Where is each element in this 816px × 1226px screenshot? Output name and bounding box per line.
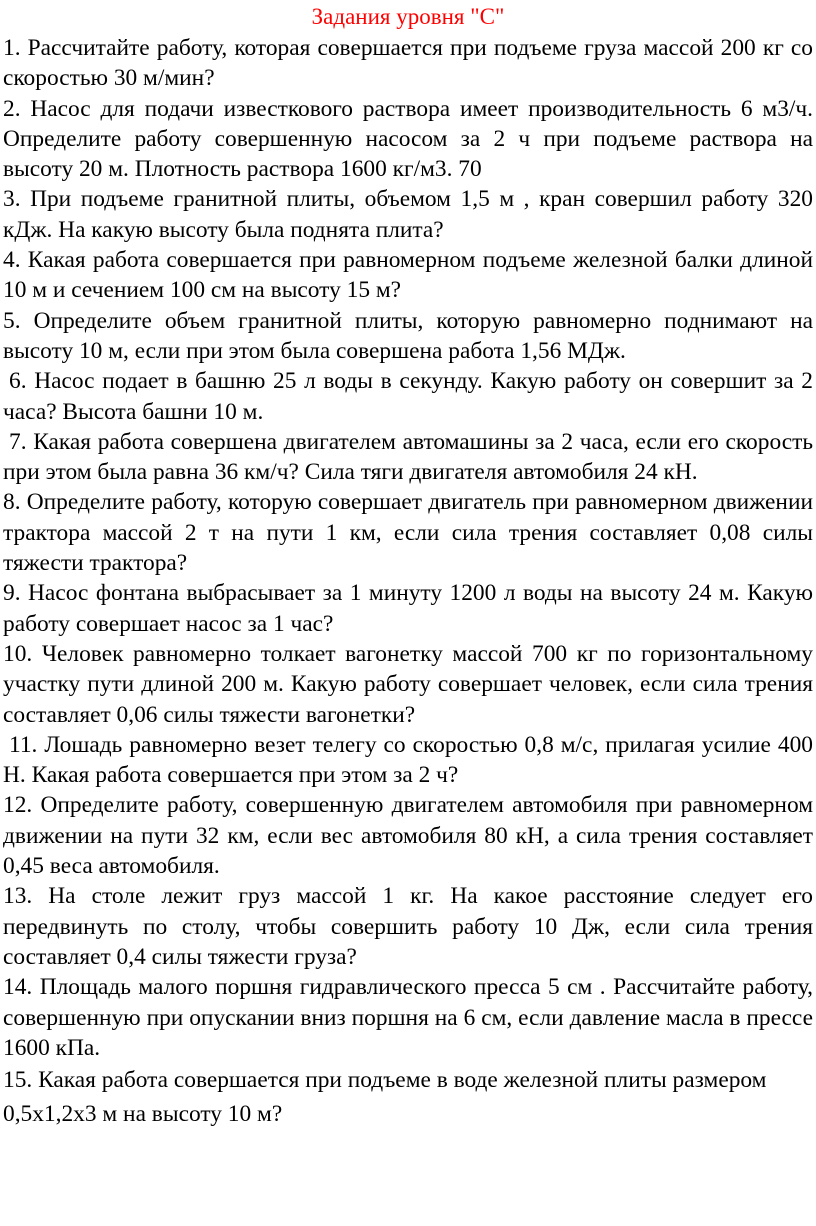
task-2: 2. Насос для подачи известкового раствора имеет производительность 6 м3/ч. Определите работу совершенную насосом за 2 ч при подъеме раствора на высоту 20 м. Плотность раствора 1600 кг/м3. 70 (3, 95, 813, 183)
task-14: 14. Площадь малого поршня гидравлического пресса 5 см . Рассчитайте работу, совершенную при опускании вниз поршня на 6 см, если давление масла в прессе 1600 кПа. (3, 974, 813, 1061)
task-6: 6. Насос подает в башню 25 л воды в секунду. Какую работу он совершит за 2 часа? Высота башни 10 м. (3, 368, 813, 425)
task-10: 10. Человек равномерно толкает вагонетку массой 700 кг по горизонтальному участку пути длиной 200 м. Какую работу совершает человек, если сила трения составляет 0,06 силы тяжести вагонетки? (3, 640, 813, 728)
task-1: 1. Рассчитайте работу, которая совершается при подъеме груза массой 200 кг со скоростью 30 м/мин? (3, 35, 813, 92)
task-7: 7. Какая работа совершена двигателем автомашины за 2 часа, если его скорость при этом была равна 36 км/ч? Сила тяги двигателя автомобиля 24 кН. (3, 428, 813, 486)
task-3: 3. При подъеме гранитной плиты, объемом 1,5 м , кран совершил работу 320 кДж. На какую высоту была поднята плита? (3, 186, 813, 243)
task-4: 4. Какая работа совершается при равномерном подъеме железной балки длиной 10 м и сечением 100 см на высоту 15 м? (3, 247, 813, 304)
page-title: Задания уровня "С" (311, 4, 505, 29)
task-15: 15. Какая работа совершается при подъеме в воде железной плиты размером 0,5х1,2х3 м на высоту 10 м? (3, 1067, 767, 1128)
task-9: 9. Насос фонтана выбрасывает за 1 минуту 1200 л воды на высоту 24 м. Какую работу совершает насос за 1 час? (3, 580, 813, 637)
task-8: 8. Определите работу, которую совершает двигатель при равномерном движении трактора массой 2 т на пути 1 км, если сила трения составляет 0,08 силы тяжести трактора? (3, 489, 813, 577)
task-13: 13. На столе лежит груз массой 1 кг. На какое расстояние следует его передвинуть по столу, чтобы совершить работу 10 Дж, если сила трения составляет 0,4 силы тяжести груза? (3, 883, 813, 970)
task-5: 5. Определите объем гранитной плиты, которую равномерно поднимают на высоту 10 м, если при этом была совершена работа 1,56 МДж. (3, 307, 813, 364)
task-11: 11. Лошадь равномерно везет телегу со скоростью 0,8 м/с, прилагая усилие 400 Н. Какая работа совершается при этом за 2 ч? (3, 731, 813, 789)
task-12: 12. Определите работу, совершенную двигателем автомобиля при равномерном движении на пути 32 км, если вес автомобиля 80 кН, а сила трения составляет 0,45 веса автомобиля. (3, 792, 813, 880)
